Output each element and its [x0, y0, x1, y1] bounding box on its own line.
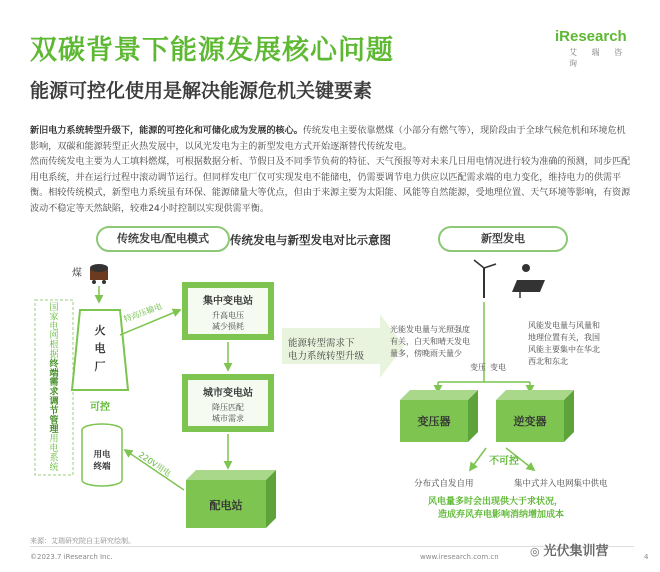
logo-text: iResearch — [555, 28, 627, 45]
inverter-label: 逆变器 — [513, 415, 547, 428]
conclusion-line-2: 造成弃风弃电影响消纳增加成本 — [438, 510, 565, 520]
distributed-generation-label: 分布式自发自用 — [414, 479, 474, 489]
distribution-station-label: 配电站 — [209, 499, 243, 512]
central-grid-label: 集中式并入电网集中供电 — [514, 479, 608, 489]
paragraph-2: 然而传统发电主要为人工填料燃煤，可根据数据分析、节假日及不同季节负荷的特征、天气预报等对未来几日用电情况进行较为准确的预测，同步匹配用电系统，并在运行过程中滚动调节运行。但同样发电厂仅可实现发电不能储电，仍需要调节电力供应以匹配需求端的电力变化，维持电力的供需平衡。相较传统模式，新型电力系统虽有环保、能源储量大等优点，但由于来源主要为太阳能、风能等自然能源，受地理位置、天气环境等影响，有资源波动不稳定等天然缺陷，较难24小时控制以实现供需平衡。 — [30, 157, 631, 214]
plant-char-1: 火 — [94, 324, 106, 337]
wind-note-4: 西北和东北 — [528, 357, 568, 366]
central-substation-desc-2: 减少损耗 — [212, 322, 244, 331]
vertical-char: 求 — [49, 387, 59, 398]
plant-char-3: 厂 — [94, 360, 106, 373]
iresearch-logo — [555, 28, 645, 69]
vertical-char: 终 — [49, 359, 59, 370]
wind-note-2: 地理位置有关，我国 — [528, 333, 600, 342]
terminal-line-2: 终端 — [93, 462, 111, 472]
body-text — [30, 124, 634, 217]
vertical-char: 电 — [49, 444, 59, 454]
coal-cart-icon — [90, 264, 108, 284]
comparison-diagram — [0, 250, 660, 540]
watermark — [530, 540, 608, 559]
vertical-char: 用 — [49, 434, 59, 445]
copyright: ©2023.7 iResearch Inc. — [30, 553, 113, 561]
vertical-char: 需 — [49, 378, 59, 389]
city-substation-desc-1: 降压匹配 — [212, 403, 244, 412]
wind-note-1: 风能发电量与风量和 — [528, 321, 600, 330]
wechat-icon: ◎ — [530, 545, 544, 558]
city-substation-desc-2: 城市需求 — [212, 414, 244, 423]
new-generation-pill: 新型发电 — [438, 226, 568, 252]
transition-line-1: 能源转型需求下 — [288, 338, 355, 349]
controllable-label: 可控 — [90, 402, 110, 413]
vertical-char: 国 — [49, 303, 59, 313]
page-number: 4 — [644, 553, 649, 561]
solar-note-2: 有关，白天和晴天发电 — [390, 337, 470, 346]
paragraph-1: 传统发电主要依靠燃煤（小部分有燃气等），现阶段由于全球气候危机和环境危机影响，双碳和能源转型正火热发展中，以风光发电为主的新型发电方式开始逐渐替代传统发电。 — [30, 126, 626, 152]
vertical-char: 理 — [49, 425, 59, 436]
lead-sentence: 新旧电力系统转型升级下，能源的可控化和可储化成为发展的核心。 — [30, 126, 303, 136]
grid-management-vertical-text — [48, 302, 59, 473]
central-substation-desc-1: 升高电压 — [212, 311, 244, 320]
vertical-char: 家 — [49, 312, 59, 323]
vertical-char: 根 — [49, 340, 59, 351]
vertical-char: 端 — [49, 368, 59, 379]
wind-note-3: 风能主要集中在华北 — [528, 345, 600, 354]
transformer-label: 变压器 — [417, 415, 451, 428]
page-title: 双碳背景下能源发展核心问题 — [30, 35, 394, 66]
voltage-change-label: 变压 — [470, 363, 486, 372]
logo-subtext: 艾 瑞 咨 询 — [569, 48, 629, 68]
vertical-char: 网 — [49, 331, 59, 342]
website-url: www.iresearch.com.cn — [420, 553, 499, 561]
solar-note-3: 量多，傍晚雨天量少 — [390, 349, 462, 358]
transition-line-2: 电力系统转型升级 — [288, 351, 365, 362]
terminal-line-1: 用电 — [93, 450, 111, 460]
wind-turbine-icon — [474, 260, 496, 298]
vertical-char: 管 — [49, 415, 59, 426]
hv-line-label: 特高压输电 — [122, 301, 164, 324]
coal-label: 煤 — [72, 268, 82, 279]
v220-label: 220V用电 — [136, 450, 173, 479]
solar-panel-icon — [512, 264, 545, 298]
conclusion-line-1: 风电量多时会出现供大于求状况， — [428, 497, 564, 507]
central-substation-title: 集中变电站 — [203, 296, 253, 307]
vertical-char: 调 — [49, 397, 59, 407]
page-subtitle: 能源可控化使用是解决能源危机关键要素 — [30, 80, 373, 102]
power-change-label: 变电 — [490, 363, 506, 372]
city-substation-title: 城市变电站 — [203, 388, 253, 399]
vertical-char: 节 — [49, 406, 59, 417]
vertical-char: 电 — [49, 321, 59, 332]
diagram-title: 传统发电与新型发电对比示意图 — [230, 233, 391, 247]
source-note: 来源：艾瑞研究院自主研究绘制。 — [30, 537, 135, 545]
solar-note-1: 光能发电量与光照强度 — [390, 325, 470, 334]
plant-char-2: 电 — [94, 342, 106, 355]
vertical-char: 据 — [49, 350, 59, 360]
vertical-char: 系 — [49, 453, 59, 464]
traditional-mode-pill: 传统发电/配电模式 — [96, 226, 230, 252]
watermark-text: 光伏集训营 — [543, 544, 609, 559]
vertical-char: 统 — [49, 462, 59, 473]
uncontrollable-label: 不可控 — [489, 456, 519, 467]
